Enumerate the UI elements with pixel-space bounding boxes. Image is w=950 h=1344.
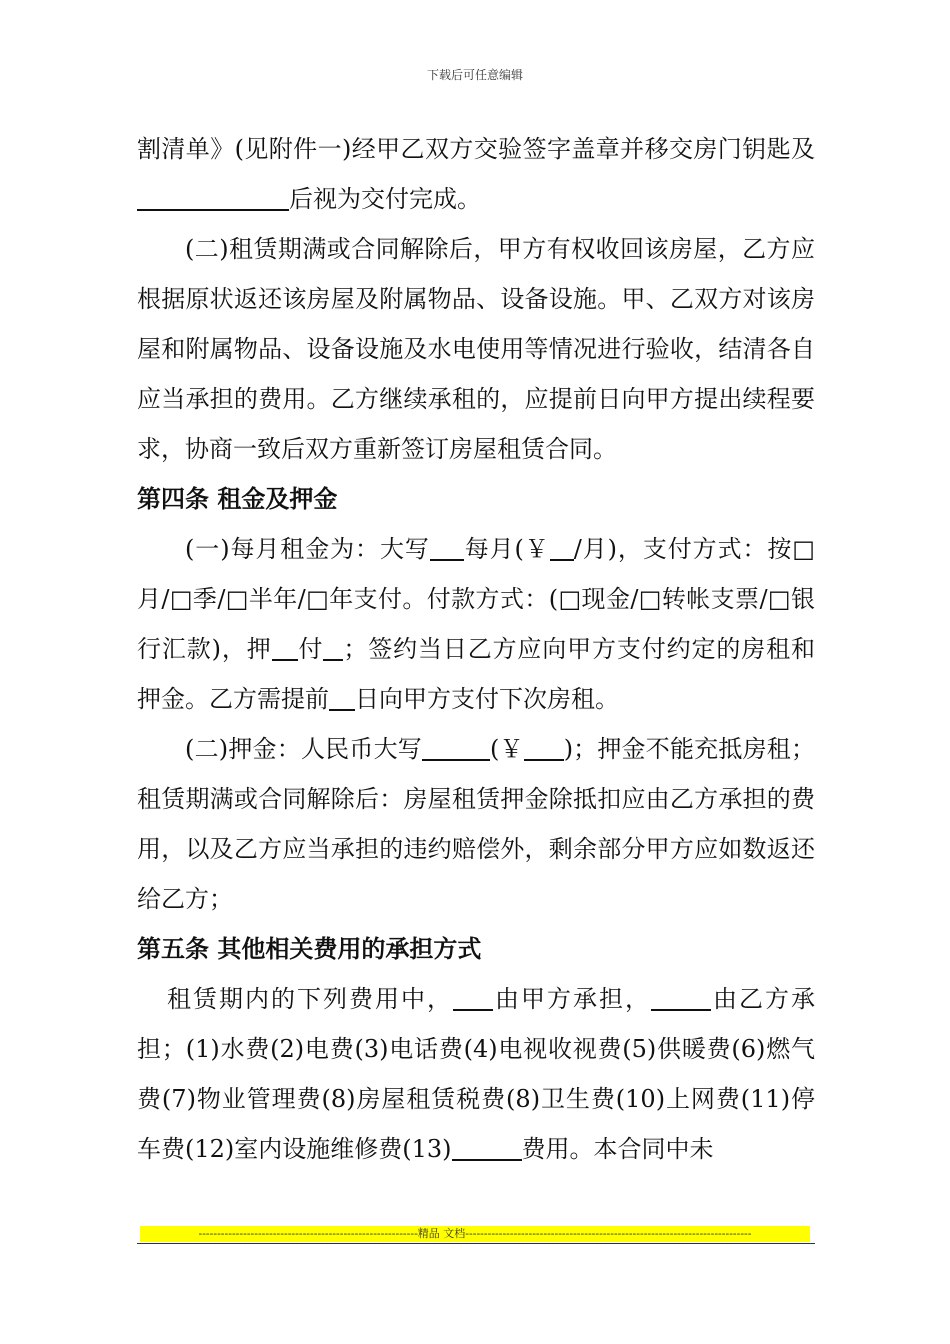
blank-line bbox=[323, 631, 343, 661]
text-segment: 由乙方承担；(1)水费(2)电费(3)电话费(4)电视收视费(5)供暖费(6)燃气费(7)物业管理费(8)房屋租赁税费(8)卫生费(10)上网费(11)停车费(12)室内设施维修费(13) bbox=[137, 985, 815, 1163]
blank-line bbox=[329, 681, 355, 711]
blank-line bbox=[452, 1131, 522, 1161]
text-segment: )；押金不能充抵房租；租赁期满或合同解除后：房屋租赁押金除抵扣应由乙方承担的费用，以及乙方应当承担的违约赔偿外，剩余部分甲方应如数返还给乙方； bbox=[137, 735, 815, 913]
text-segment: (￥ bbox=[489, 735, 524, 763]
blank-line bbox=[272, 631, 298, 661]
paragraph-rent bbox=[137, 524, 815, 724]
text-segment: (一)每月租金为：大写 bbox=[185, 535, 430, 563]
text-segment: 付 bbox=[297, 635, 324, 663]
text-segment: 由甲方承担， bbox=[493, 985, 651, 1013]
footer-dashes: ----------------------------------------------------------- bbox=[198, 1227, 418, 1240]
blank-line bbox=[422, 731, 490, 761]
text-segment: 割清单》(见附件一)经甲乙双方交验签字盖章并移交房门钥匙及 bbox=[137, 135, 815, 163]
text-segment: /月)，支付方式：按□月/□季/□半年/□年支付。付款方式：(□现金/□转帐支票/□银行汇款)，押 bbox=[137, 535, 815, 663]
article-4-heading: 第四条 租金及押金 bbox=[137, 485, 338, 513]
blank-line bbox=[651, 981, 711, 1011]
paragraph-lease-end: (二)租赁期满或合同解除后，甲方有权收回该房屋，乙方应根据原状返还该房屋及附属物品、设备设施。甲、乙双方对该房屋和附属物品、设备设施及水电使用等情况进行验收，结清各自应当承担的费用。乙方继续承租的，应提前日向甲方提出续程要求，协商一致后双方重新签订房屋租赁合同。 bbox=[137, 235, 815, 463]
document-body bbox=[137, 124, 815, 1174]
text-segment: 后视为交付完成。 bbox=[289, 185, 481, 213]
footer-rule bbox=[137, 1243, 815, 1244]
text-segment: ；签约当日乙方应向甲方支付约定的房租和押金。乙方需提前 bbox=[137, 635, 816, 713]
paragraph-deposit bbox=[137, 724, 815, 924]
text-segment: 日向甲方支付下次房租。 bbox=[355, 685, 619, 713]
paragraph-handover bbox=[137, 124, 815, 224]
page-footer bbox=[140, 1226, 810, 1242]
article-5-heading: 第五条 其他相关费用的承担方式 bbox=[137, 935, 482, 963]
paragraph-fees bbox=[137, 974, 815, 1174]
page-header: 下载后可任意编辑 bbox=[426, 68, 523, 82]
blank-line bbox=[430, 531, 464, 561]
blank-line bbox=[137, 181, 289, 211]
text-segment: (二)押金：人民币大写 bbox=[185, 735, 422, 763]
text-segment: 租赁期内的下列费用中， bbox=[167, 985, 453, 1013]
blank-line bbox=[453, 981, 493, 1011]
footer-label: 精品 文档 bbox=[417, 1227, 466, 1240]
blank-line bbox=[550, 531, 574, 561]
text-segment: 费用。本合同中未 bbox=[521, 1135, 714, 1163]
blank-line bbox=[524, 731, 564, 761]
text-segment: 每月(￥ bbox=[463, 535, 550, 563]
footer-dashes: ----------------------------------------------------------------------------- bbox=[465, 1227, 752, 1240]
